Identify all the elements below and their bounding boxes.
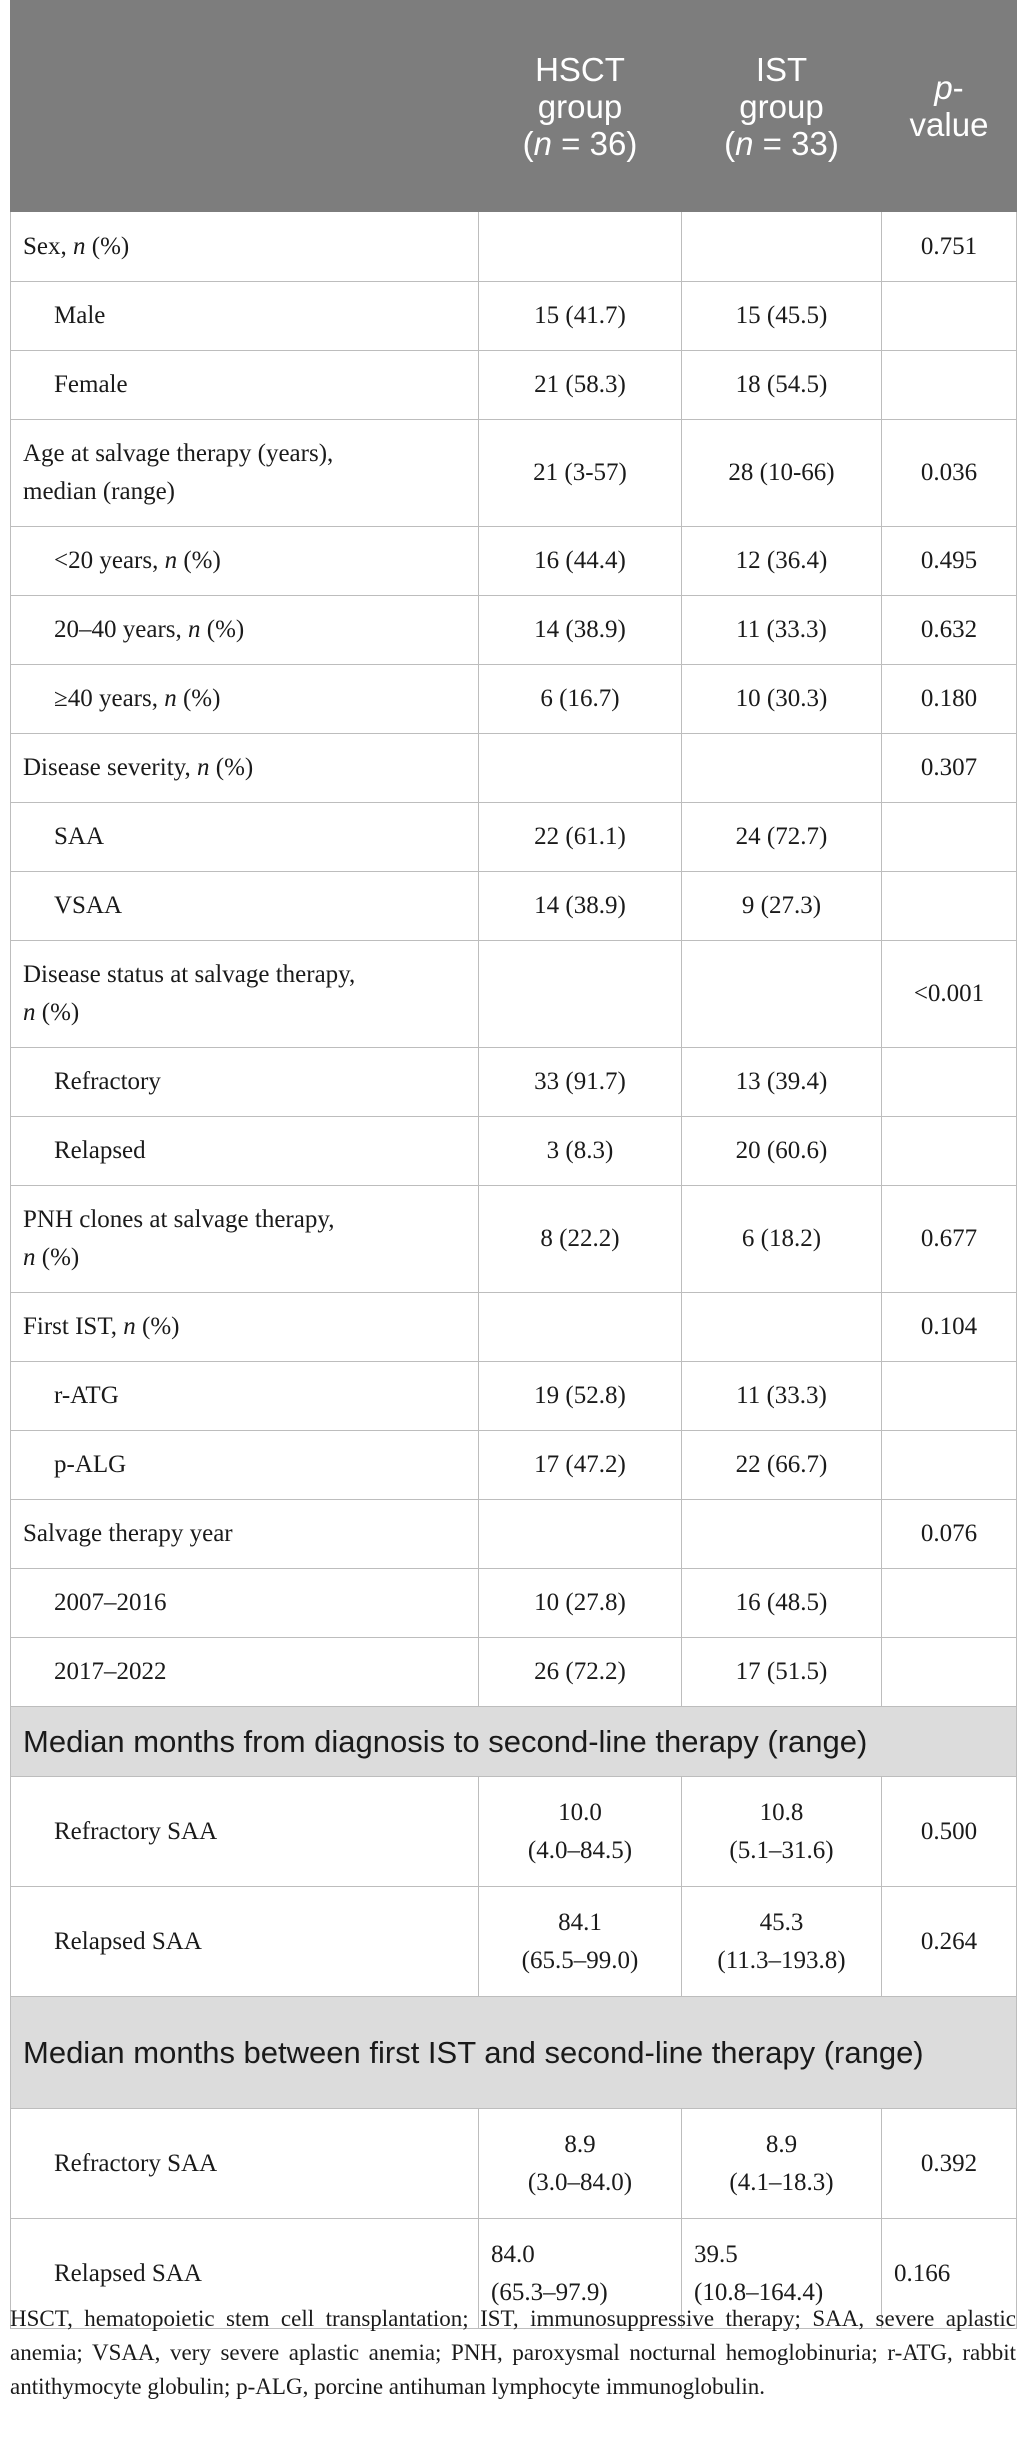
row-s1-refractory-saa: Refractory SAA 10.0 (4.0–84.5) 10.8 (5.1–31.6) 0.500: [11, 1777, 1017, 1887]
row-salvage-year: Salvage therapy year 0.076: [11, 1500, 1017, 1569]
row-s2-refractory-saa: Refractory SAA 8.9 (3.0–84.0) 8.9 (4.1–18.3) 0.392: [11, 2109, 1017, 2219]
row-palg: p-ALG 17 (47.2) 22 (66.7): [11, 1431, 1017, 1500]
table-footnote: HSCT, hematopoietic stem cell transplantation; IST, immunosuppressive therapy; SAA, severe aplastic anemia; VSAA, very severe aplastic anemia; PNH, paroxysmal nocturnal hemoglobinuria; r-ATG, rabbit antithymocyte globulin; p-ALG, porcine antihuman lymphocyte immunoglobulin.: [10, 2306, 1016, 2399]
row-relapsed: Relapsed 3 (8.3) 20 (60.6): [11, 1117, 1017, 1186]
section-first-ist-to-second-line: Median months between first IST and second-line therapy (range): [11, 1997, 1017, 2109]
row-female: Female 21 (58.3) 18 (54.5): [11, 351, 1017, 420]
row-age-ge40: ≥40 years, n (%) 6 (16.7) 10 (30.3) 0.180: [11, 665, 1017, 734]
row-refractory: Refractory 33 (91.7) 13 (39.4): [11, 1048, 1017, 1117]
header-p-value: p- value: [882, 1, 1017, 212]
header-hsct-group: HSCT group (n = 36): [479, 1, 682, 212]
row-disease-severity: Disease severity, n (%) 0.307: [11, 734, 1017, 803]
header-ist-group: IST group (n = 33): [682, 1, 882, 212]
row-age: Age at salvage therapy (years), median (range) 21 (3-57) 28 (10-66) 0.036: [11, 420, 1017, 527]
header-blank: [11, 1, 479, 212]
row-sex: Sex, n (%) 0.751: [11, 212, 1017, 282]
row-saa: SAA 22 (61.1) 24 (72.7): [11, 803, 1017, 872]
row-ratg: r-ATG 19 (52.8) 11 (33.3): [11, 1362, 1017, 1431]
row-s2-relapsed-saa: Relapsed SAA 84.0 (65.3–97.9) 39.5 (10.8–164.4) 0.166: [11, 2219, 1017, 2329]
row-male: Male 15 (41.7) 15 (45.5): [11, 282, 1017, 351]
row-pnh-clones: PNH clones at salvage therapy, n (%) 8 (22.2) 6 (18.2) 0.677: [11, 1186, 1017, 1293]
table-container: [10, 0, 1016, 2329]
row-first-ist: First IST, n (%) 0.104: [11, 1293, 1017, 1362]
section-diagnosis-to-second-line: Median months from diagnosis to second-line therapy (range): [11, 1707, 1017, 1777]
header-row: [11, 1, 1017, 212]
row-s1-relapsed-saa: Relapsed SAA 84.1 (65.5–99.0) 45.3 (11.3–193.8) 0.264: [11, 1887, 1017, 1997]
row-2017-2022: 2017–2022 26 (72.2) 17 (51.5): [11, 1638, 1017, 1707]
row-age-lt20: <20 years, n (%) 16 (44.4) 12 (36.4) 0.495: [11, 527, 1017, 596]
row-vsaa: VSAA 14 (38.9) 9 (27.3): [11, 872, 1017, 941]
characteristics-table: [10, 0, 1017, 2329]
row-2007-2016: 2007–2016 10 (27.8) 16 (48.5): [11, 1569, 1017, 1638]
row-age-20-40: 20–40 years, n (%) 14 (38.9) 11 (33.3) 0.632: [11, 596, 1017, 665]
row-disease-status: Disease status at salvage therapy, n (%) <0.001: [11, 941, 1017, 1048]
